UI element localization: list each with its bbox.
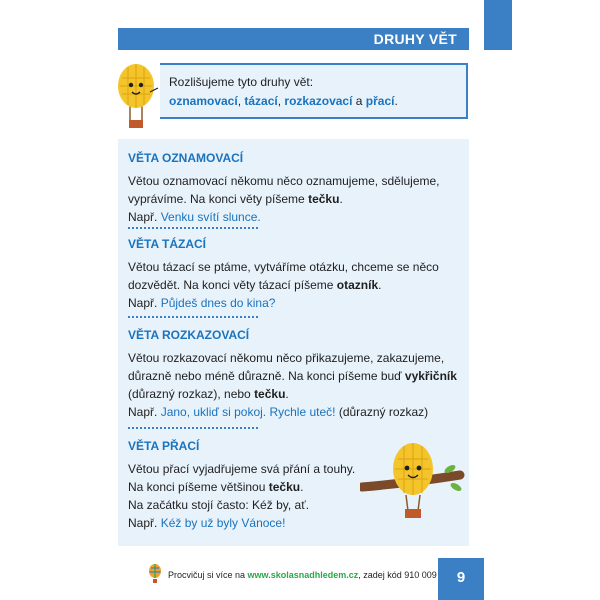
section-text	[128, 349, 463, 403]
example-label: Např.	[128, 210, 161, 224]
dotted-divider	[128, 227, 258, 229]
text-part: Na konci píšeme většinou	[128, 480, 269, 494]
example-sentence: Venku svítí slunce.	[160, 210, 261, 224]
conjunction: a	[352, 94, 366, 108]
bold-term: tečku	[254, 387, 286, 401]
section-title: VĚTA OZNAMOVACÍ	[128, 151, 244, 165]
footer-prefix: Procvičuj si více na	[168, 570, 248, 580]
bold-term: tečku	[308, 192, 340, 206]
example-note: (důrazný rozkaz)	[335, 405, 429, 419]
example-line	[128, 514, 368, 532]
example-line	[128, 403, 463, 421]
section-rozkazovaci	[128, 328, 463, 421]
intro-types	[169, 94, 398, 108]
type-rozkazovaci: rozkazovací	[284, 94, 353, 108]
page-title: DRUHY VĚT	[373, 31, 457, 47]
example-label: Např.	[128, 405, 161, 419]
footer-link[interactable]: www.skolasnadhledem.cz	[247, 570, 359, 580]
section-tazaci	[128, 237, 463, 312]
section-line: Větou přací vyjadřujeme svá přání a touhy.	[128, 462, 356, 476]
section-oznamovaci	[128, 151, 463, 226]
section-line: Na začátku stojí často: Kéž by, ať.	[128, 498, 310, 512]
mascot-on-branch-icon	[360, 435, 470, 540]
text-part: .	[378, 278, 382, 292]
example-sentence: Půjdeš dnes do kina?	[160, 296, 276, 310]
example-line	[128, 208, 463, 226]
footer-text	[168, 570, 437, 580]
example-sentence: Jano, ukliď si pokoj. Rychle uteč!	[160, 405, 336, 419]
section-title: VĚTA PŘACÍ	[128, 439, 200, 453]
dotted-divider	[128, 316, 258, 318]
section-title: VĚTA ROZKAZOVACÍ	[128, 328, 250, 342]
text-part: Větou rozkazovací někomu něco přikazujeme, zakazujeme, důrazně nebo méně důrazně. Na konci píšeme buď	[128, 351, 445, 383]
mascot-balloon-icon	[108, 58, 164, 132]
footer-suffix: , zadej kód 910 009	[358, 570, 437, 580]
text-part: .	[300, 480, 304, 494]
intro-box	[160, 63, 468, 119]
example-label: Např.	[128, 296, 161, 310]
type-oznamovaci: oznamovací	[169, 94, 238, 108]
type-tazaci: tázací	[244, 94, 278, 108]
section-text	[128, 258, 463, 294]
type-praci: přací	[365, 94, 395, 108]
separator: ,	[277, 94, 285, 108]
period: .	[394, 94, 398, 108]
text-part: .	[339, 192, 343, 206]
text-part: (důrazný rozkaz), nebo	[128, 387, 255, 401]
dotted-divider	[128, 427, 258, 429]
separator: ,	[237, 94, 245, 108]
bold-term: otazník	[336, 278, 379, 292]
section-text	[128, 172, 463, 208]
intro-text: Rozlišujeme tyto druhy vět:	[169, 75, 314, 89]
bold-term: tečku	[268, 480, 301, 494]
balloon-logo-icon	[148, 564, 162, 584]
page-number: 9	[456, 569, 466, 586]
text-part: .	[285, 387, 289, 401]
page-number-box	[438, 558, 484, 600]
corner-tab	[484, 0, 512, 50]
section-praci	[128, 439, 368, 532]
example-sentence: Kéž by už byly Vánoce!	[160, 516, 286, 530]
example-label: Např.	[128, 516, 161, 530]
section-title: VĚTA TÁZACÍ	[128, 237, 206, 251]
header-band	[118, 28, 469, 50]
example-line	[128, 294, 463, 312]
section-line	[128, 478, 368, 496]
bold-term: vykřičník	[404, 369, 457, 383]
text-part: Větou oznamovací někomu něco oznamujeme, sdělujeme, vyprávíme. Na konci věty píšeme	[128, 174, 440, 206]
text-part: Větou tázací se ptáme, vytváříme otázku, chceme se něco dozvědět. Na konci věty tázací píšeme	[128, 260, 439, 292]
